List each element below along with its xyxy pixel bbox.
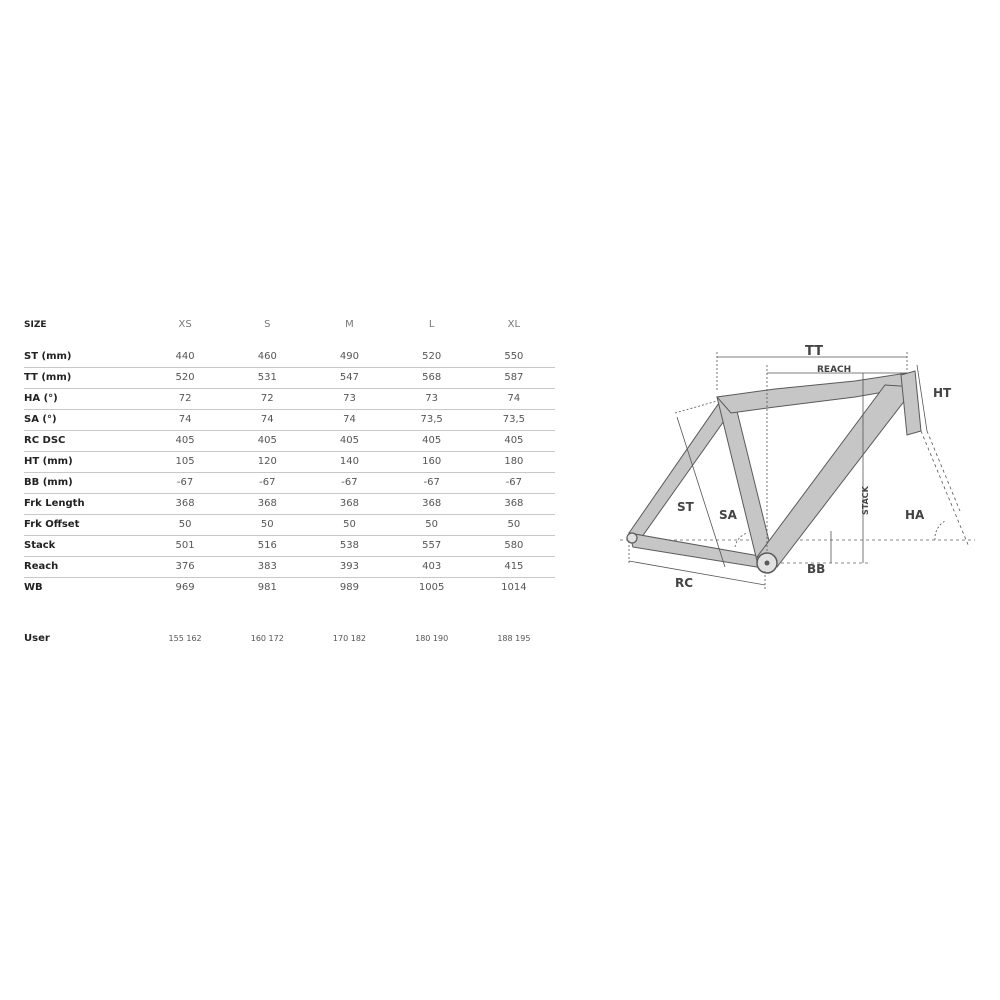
cell-xl: 74 <box>473 389 555 410</box>
st-tick-top <box>675 401 717 413</box>
cell-l: 50 <box>391 515 473 536</box>
label-reach: REACH <box>817 365 852 375</box>
cell-xs: 969 <box>175 582 195 593</box>
cell-l: 405 <box>391 431 473 452</box>
row-label: Stack <box>24 536 144 557</box>
cell-s: 531 <box>226 368 308 389</box>
cell-xs: 368 <box>144 494 226 515</box>
cell-m: 368 <box>308 494 390 515</box>
user-range-m: 170 182 <box>332 634 367 643</box>
row-label: RC DSC <box>24 431 144 452</box>
row-label: User <box>24 633 50 644</box>
cell-s: 368 <box>226 494 308 515</box>
user-range-l: 180 190 <box>415 634 449 643</box>
size-header-m: M <box>345 319 354 330</box>
cell-l: 160 <box>391 452 473 473</box>
cell-s: 383 <box>226 557 308 578</box>
row-label: ST (mm) <box>24 347 144 368</box>
geometry-row <box>24 347 555 368</box>
cell-xl: 73,5 <box>473 410 555 431</box>
cell-xl: 1014 <box>501 582 527 593</box>
geometry-row <box>24 368 555 389</box>
bike-frame <box>627 371 921 573</box>
cell-l: 368 <box>391 494 473 515</box>
cell-s: 50 <box>226 515 308 536</box>
cell-m: 405 <box>308 431 390 452</box>
cell-m: 989 <box>339 582 360 593</box>
label-bb: BB <box>807 562 826 576</box>
cell-m: 50 <box>308 515 390 536</box>
label-ha: HA <box>905 508 925 522</box>
geometry-row <box>24 494 555 515</box>
cell-l: 1005 <box>418 582 445 593</box>
geometry-row <box>24 452 555 473</box>
cell-s: 120 <box>226 452 308 473</box>
row-label: BB (mm) <box>24 473 144 494</box>
label-ht: HT <box>933 386 952 400</box>
cell-xl: -67 <box>473 473 555 494</box>
cell-xs: 74 <box>144 410 226 431</box>
cell-xs: 105 <box>144 452 226 473</box>
size-header-xs: XS <box>178 319 192 330</box>
geometry-row <box>24 557 555 578</box>
cell-xs: -67 <box>144 473 226 494</box>
header-spacer <box>24 336 555 347</box>
ha-arc <box>935 521 945 540</box>
geometry-row <box>24 389 555 410</box>
cell-s: -67 <box>226 473 308 494</box>
cell-m: 393 <box>308 557 390 578</box>
cell-xs: 376 <box>144 557 226 578</box>
cell-xs: 72 <box>144 389 226 410</box>
seat-tube <box>717 395 773 561</box>
row-label: Reach <box>24 557 144 578</box>
cell-xl: 415 <box>473 557 555 578</box>
cell-m: 140 <box>308 452 390 473</box>
cell-s: 405 <box>226 431 308 452</box>
size-header-row <box>24 314 555 336</box>
size-header-xl: XL <box>507 319 521 330</box>
cell-xl: 580 <box>473 536 555 557</box>
size-header-label: SIZE <box>24 320 47 330</box>
cell-xl: 550 <box>473 347 555 368</box>
user-range-xl: 188 195 <box>497 634 531 643</box>
geometry-row <box>24 473 555 494</box>
cell-xs: 50 <box>144 515 226 536</box>
ha-axis-ext <box>927 431 960 511</box>
cell-m: 490 <box>308 347 390 368</box>
row-label: SA (°) <box>24 410 144 431</box>
cell-s: 460 <box>226 347 308 368</box>
cell-m: 73 <box>308 389 390 410</box>
label-st: ST <box>677 500 694 514</box>
bb-center <box>765 561 770 566</box>
chain-stay <box>629 533 769 569</box>
cell-s: 516 <box>226 536 308 557</box>
label-stack: STACK <box>861 486 870 515</box>
user-range-s: 160 172 <box>250 634 284 643</box>
cell-s: 74 <box>226 410 308 431</box>
label-sa: SA <box>719 508 737 522</box>
cell-s: 72 <box>226 389 308 410</box>
geometry-row <box>24 410 555 431</box>
cell-m: -67 <box>308 473 390 494</box>
geometry-rows <box>24 347 555 598</box>
seat-stay <box>629 403 731 541</box>
geometry-row <box>24 578 555 599</box>
cell-xl: 180 <box>473 452 555 473</box>
cell-m: 547 <box>308 368 390 389</box>
cell-l: -67 <box>391 473 473 494</box>
cell-l: 73,5 <box>391 410 473 431</box>
row-label: Frk Offset <box>24 515 144 536</box>
row-label: TT (mm) <box>24 368 144 389</box>
geometry-row <box>24 536 555 557</box>
size-header-l: L <box>428 319 435 330</box>
rear-dropout <box>627 533 637 543</box>
head-tube <box>901 371 921 435</box>
cell-l: 557 <box>391 536 473 557</box>
cell-xl: 587 <box>473 368 555 389</box>
size-header-s: S <box>264 319 271 330</box>
cell-xl: 405 <box>473 431 555 452</box>
label-tt: TT <box>805 344 824 359</box>
cell-xs: 405 <box>144 431 226 452</box>
cell-xl: 368 <box>473 494 555 515</box>
user-row <box>24 629 555 649</box>
geometry-table <box>24 314 555 649</box>
geometry-row <box>24 515 555 536</box>
cell-l: 568 <box>391 368 473 389</box>
cell-xs: 520 <box>144 368 226 389</box>
row-label: WB <box>24 582 43 593</box>
cell-xs: 440 <box>144 347 226 368</box>
user-spacer <box>24 598 555 629</box>
cell-l: 520 <box>391 347 473 368</box>
cell-s: 981 <box>257 582 277 593</box>
frame-geometry-diagram <box>615 335 980 595</box>
cell-l: 73 <box>391 389 473 410</box>
cell-m: 538 <box>308 536 390 557</box>
cell-xs: 501 <box>144 536 226 557</box>
user-range-xs: 155 162 <box>168 634 202 643</box>
cell-l: 403 <box>391 557 473 578</box>
label-rc: RC <box>675 576 694 590</box>
row-label: HA (°) <box>24 389 144 410</box>
ha-steering-axis <box>921 431 969 547</box>
cell-xl: 50 <box>473 515 555 536</box>
row-label: HT (mm) <box>24 452 144 473</box>
cell-m: 74 <box>308 410 390 431</box>
geometry-row <box>24 431 555 452</box>
row-label: Frk Length <box>24 494 144 515</box>
